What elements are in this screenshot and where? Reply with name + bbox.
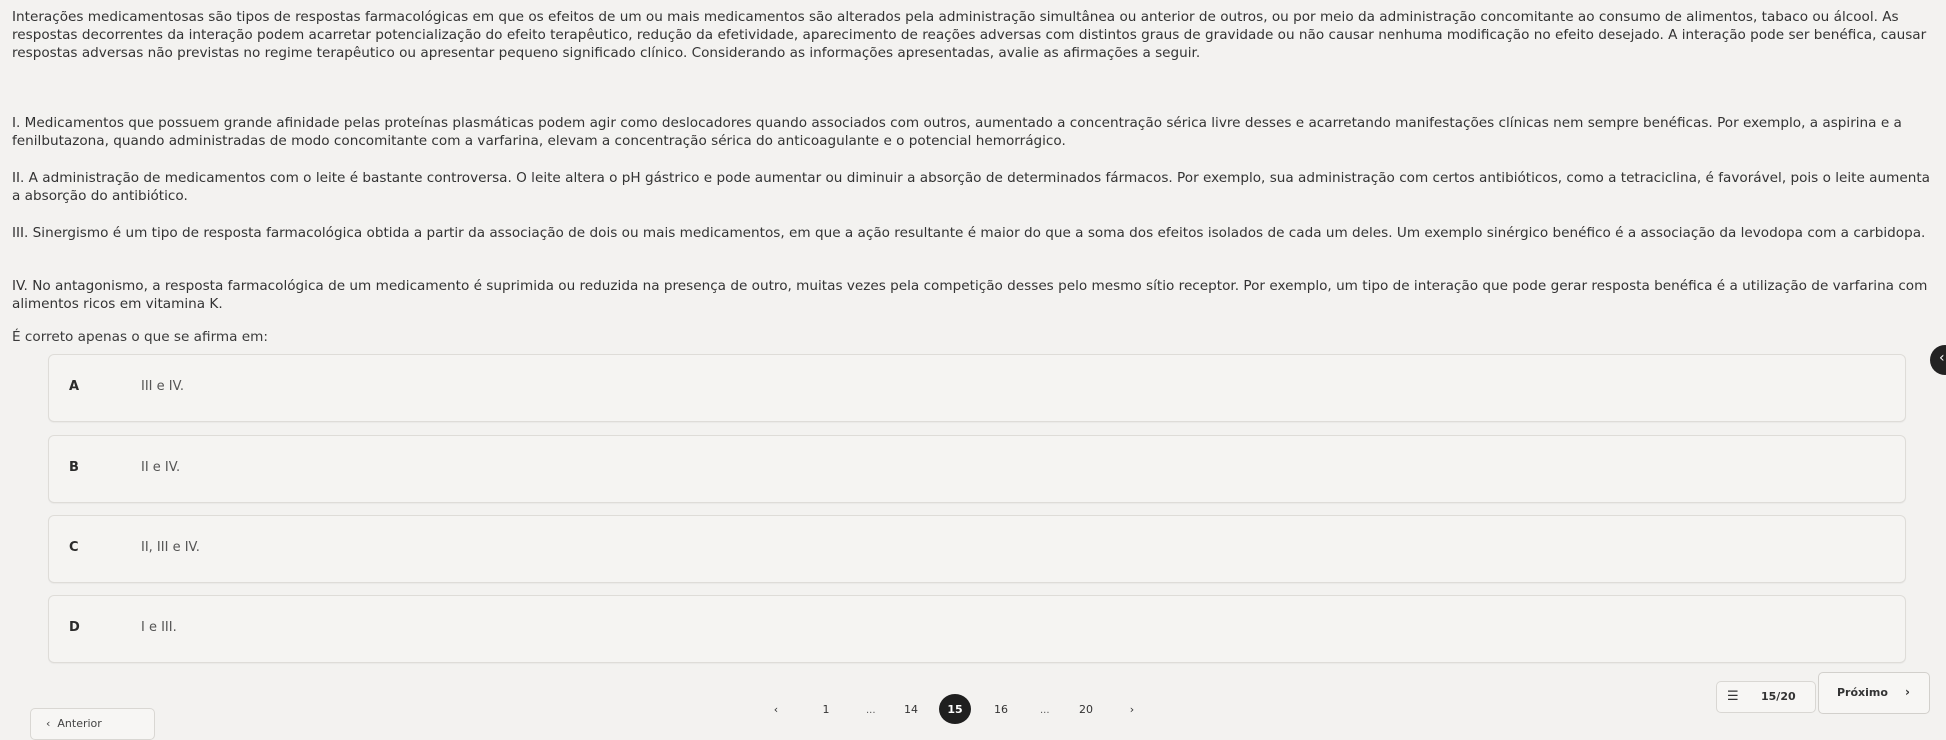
next-label: Próximo	[1837, 686, 1888, 699]
option-letter: B	[69, 460, 79, 475]
option-text: III e IV.	[141, 379, 184, 394]
chevron-right-icon: ›	[1905, 685, 1910, 699]
option-text: II, III e IV.	[141, 540, 200, 555]
pagination-ellipsis: ...	[866, 705, 876, 716]
side-panel-toggle-icon[interactable]: ‹	[1930, 345, 1946, 375]
page-14[interactable]: 14	[904, 702, 918, 716]
statement-1: I. Medicamentos que possuem grande afinidade pelas proteínas plasmáticas podem agir como deslocadores quando associados com outros, aumentado a concentração sérica livre desses e acarretando manifestações clínicas nem sempre benéficas. Por exemplo, a aspirina e a fenilbutazona, quando administradas de modo concomitante com a varfarina, elevam a concentração sérica do anticoagulante e o potencial hemorrágico.	[12, 115, 1902, 149]
option-letter: D	[69, 620, 80, 635]
statement-4: IV. No antagonismo, a resposta farmacológica de um medicamento é suprimida ou reduzida na presença de outro, muitas vezes pela competição desses pelo mesmo sítio receptor. Por exemplo, um tipo de interação que pode gerar resposta benéfica é a utilização de varfarina com alimentos ricos em vitamina K.	[12, 278, 1928, 312]
pagination-prev-icon[interactable]: ‹	[773, 702, 779, 716]
option-d[interactable]	[48, 595, 1906, 663]
option-c[interactable]	[48, 515, 1906, 583]
previous-button[interactable]	[30, 708, 155, 740]
option-text: II e IV.	[141, 460, 181, 475]
pagination-ellipsis: ...	[1040, 705, 1050, 716]
statement-3: III. Sinergismo é um tipo de resposta farmacológica obtida a partir da associação de dois ou mais medicamentos, em que a ação resultante é maior do que a soma dos efeitos isolados de cada um deles. Um exemplo sinérgico benéfico é a associação da levodopa com a carbidopa.	[12, 225, 1926, 241]
page-15-current[interactable]: 15	[939, 694, 971, 724]
option-a[interactable]	[48, 354, 1906, 422]
list-icon: ☰	[1727, 689, 1739, 704]
statement-2: II. A administração de medicamentos com o leite é bastante controversa. O leite altera o pH gástrico e pode aumentar ou diminuir a absorção de determinados fármacos. Por exemplo, sua administração com certos antibióticos, como a tetraciclina, é favorável, pois o leite aumenta a absorção do antibiótico.	[12, 170, 1930, 204]
question-stem: Interações medicamentosas são tipos de respostas farmacológicas em que os efeitos de um ou mais medicamentos são alterados pela administração simultânea ou anterior de outros, ou por meio da administração concomitante ao consumo de alimentos, tabaco ou álcool. As respostas decorrentes da interação podem acarretar potencialização do efeito terapêutico, redução da efetividade, aparecimento de reações adversas com distintos graus de gravidade ou não causar nenhuma modificação no efeito desejado. A interação pode ser benéfica, causar respostas adversas não previstas no regime terapêutico ou apresentar pequeno significado clínico. Considerando as informações apresentadas, avalie as afirmações a seguir.	[12, 9, 1927, 61]
page-16[interactable]: 16	[994, 702, 1008, 716]
option-letter: C	[69, 540, 79, 555]
pagination-next-icon[interactable]: ›	[1129, 702, 1135, 716]
next-button[interactable]	[1818, 672, 1930, 714]
option-b[interactable]	[48, 435, 1906, 503]
page-20[interactable]: 20	[1079, 702, 1093, 716]
question-list-button[interactable]	[1716, 681, 1816, 713]
option-text: I e III.	[141, 620, 177, 635]
question-prompt: É correto apenas o que se afirma em:	[12, 329, 268, 345]
progress-count: 15/20	[1761, 690, 1796, 703]
previous-label: Anterior	[57, 717, 102, 730]
page-1[interactable]: 1	[822, 702, 830, 716]
chevron-left-icon: ‹	[46, 717, 51, 730]
option-letter: A	[69, 379, 80, 394]
